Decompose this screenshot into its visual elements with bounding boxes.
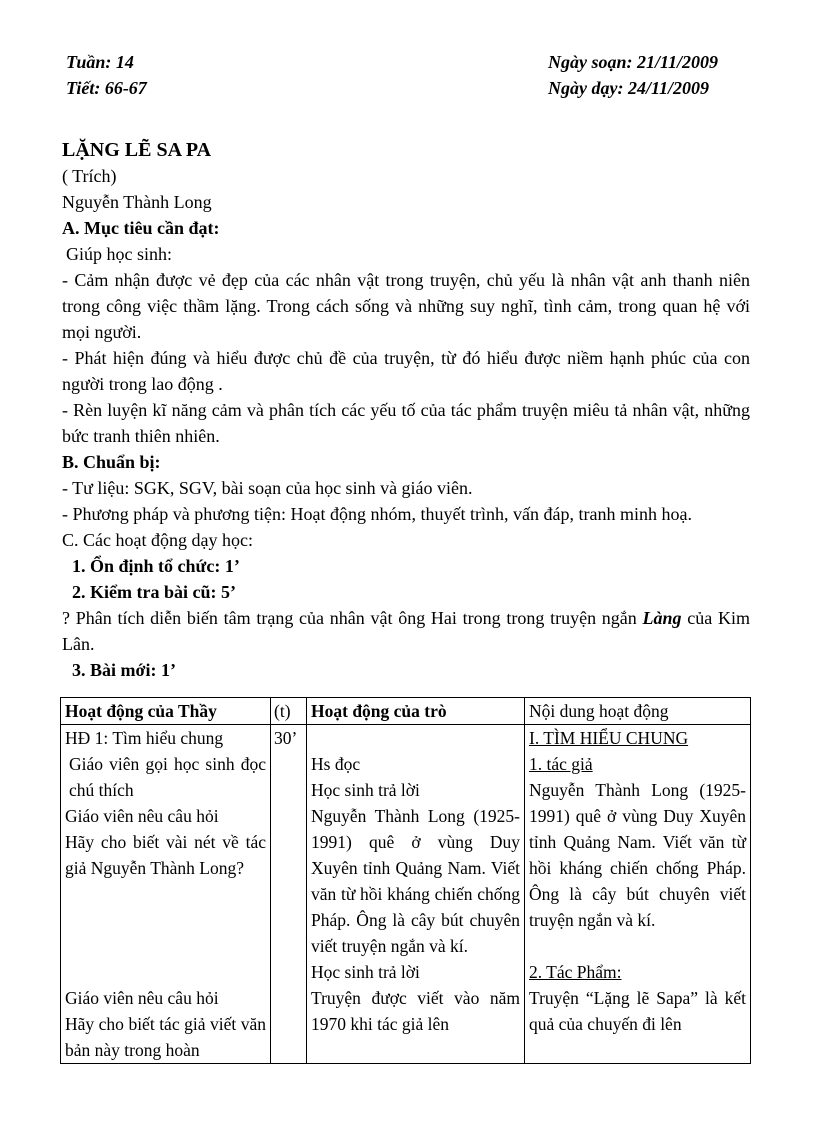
section-b-item: - Tư liệu: SGK, SGV, bài soạn của học sinh và giáo viên. <box>62 478 473 498</box>
teacher-activity-cell <box>61 725 271 1064</box>
student-step: Học sinh trả lời <box>311 962 420 982</box>
content-heading: I. TÌM HIỂU CHUNG <box>529 728 689 748</box>
section-a-intro: Giúp học sinh: <box>66 244 172 264</box>
student-activity-cell <box>307 725 525 1064</box>
step-1: 1. Ổn định tổ chức: 1’ <box>72 556 240 576</box>
review-question-tail: của Kim Lân. <box>62 608 750 654</box>
section-b-heading: B. Chuẩn bị: <box>62 452 161 472</box>
content-subheading: 1. tác giả <box>529 754 593 774</box>
student-answer: Nguyễn Thành Long (1925-1991) quê ở vùng Duy Xuyên tỉnh Quảng Nam. Viết văn từ hồi kháng chiến chống Pháp. Ông là cây bút chuyên viết truyện ngắn và kí. <box>311 806 520 956</box>
student-step: Học sinh trả lời <box>311 780 420 800</box>
teacher-step: Giáo viên nêu câu hỏi <box>65 988 219 1008</box>
step-2: 2. Kiểm tra bài cũ: 5’ <box>72 582 236 602</box>
content-text: Truyện “Lặng lẽ Sapa” là kết quả của chuyến đi lên <box>529 988 746 1034</box>
periods-label: Tiết: 66-67 <box>66 78 147 98</box>
step-3: 3. Bài mới: 1’ <box>72 660 176 680</box>
header-student: Hoạt động của trò <box>307 698 525 725</box>
content-text: Nguyễn Thành Long (1925-1991) quê ở vùng Duy Xuyên tỉnh Quảng Nam. Viết văn từ hồi kháng chiến chống Pháp. Ông là cây bút chuyên viết truyện ngắn và kí. <box>529 780 746 930</box>
section-b-item: - Phương pháp và phương tiện: Hoạt động nhóm, thuyết trình, vấn đáp, tranh minh hoạ. <box>62 504 692 524</box>
table-header-row <box>61 698 751 725</box>
teacher-question: Hãy cho biết vài nét về tác giả Nguyễn Thành Long? <box>65 832 266 878</box>
teacher-question: Hãy cho biết tác giả viết văn bản này trong hoàn <box>65 1014 266 1060</box>
work-title: Làng <box>642 608 682 628</box>
lesson-activity-table <box>60 697 751 1064</box>
table-row <box>61 725 751 1064</box>
section-a-heading: A. Mục tiêu cần đạt: <box>62 218 220 238</box>
document-header <box>62 52 750 104</box>
content-cell <box>525 725 751 1064</box>
header-teacher: Hoạt động của Thầy <box>61 698 271 725</box>
section-c-heading: C. Các hoạt động dạy học: <box>62 530 253 550</box>
section-a-item: - Rèn luyện kĩ năng cảm và phân tích các yếu tố của tác phẩm truyện miêu tả nhân vật, những bức tranh thiên nhiên. <box>62 400 750 446</box>
lesson-subtitle: ( Trích) <box>62 166 117 186</box>
activity-heading: HĐ 1: Tìm hiểu chung <box>65 728 224 748</box>
week-label: Tuần: 14 <box>66 52 134 72</box>
lesson-author: Nguyễn Thành Long <box>62 192 212 212</box>
teacher-step: Giáo viên gọi học sinh đọc chú thích <box>69 754 266 800</box>
section-a-item: - Phát hiện đúng và hiểu được chủ đề của truyện, từ đó hiểu được niềm hạnh phúc của con người trong lao động . <box>62 348 750 394</box>
student-answer: Truyện được viết vào năm 1970 khi tác giả lên <box>311 988 520 1034</box>
section-a-item: - Cảm nhận được vẻ đẹp của các nhân vật trong truyện, chủ yếu là nhân vật anh thanh niên trong công việc thầm lặng. Trong cách sống và những suy nghĩ, tình cảm, trong quan hệ với mọi người. <box>62 270 750 342</box>
time-cell: 30’ <box>271 725 307 1064</box>
prep-date-label: Ngày soạn: 21/11/2009 <box>548 52 719 72</box>
student-step: Hs đọc <box>311 754 361 774</box>
header-content: Nội dung hoạt động <box>525 698 751 725</box>
review-question <box>62 605 750 657</box>
content-subheading: 2. Tác Phẩm: <box>529 962 622 982</box>
header-time: (t) <box>271 698 307 725</box>
document-page <box>62 52 750 683</box>
lesson-title: LẶNG LẼ SA PA <box>62 139 212 161</box>
review-question-text: ? Phân tích diễn biến tâm trạng của nhân vật ông Hai trong trong truyện ngắn <box>62 608 643 628</box>
teacher-step: Giáo viên nêu câu hỏi <box>65 806 219 826</box>
teach-date-label: Ngày dạy: 24/11/2009 <box>548 78 709 98</box>
